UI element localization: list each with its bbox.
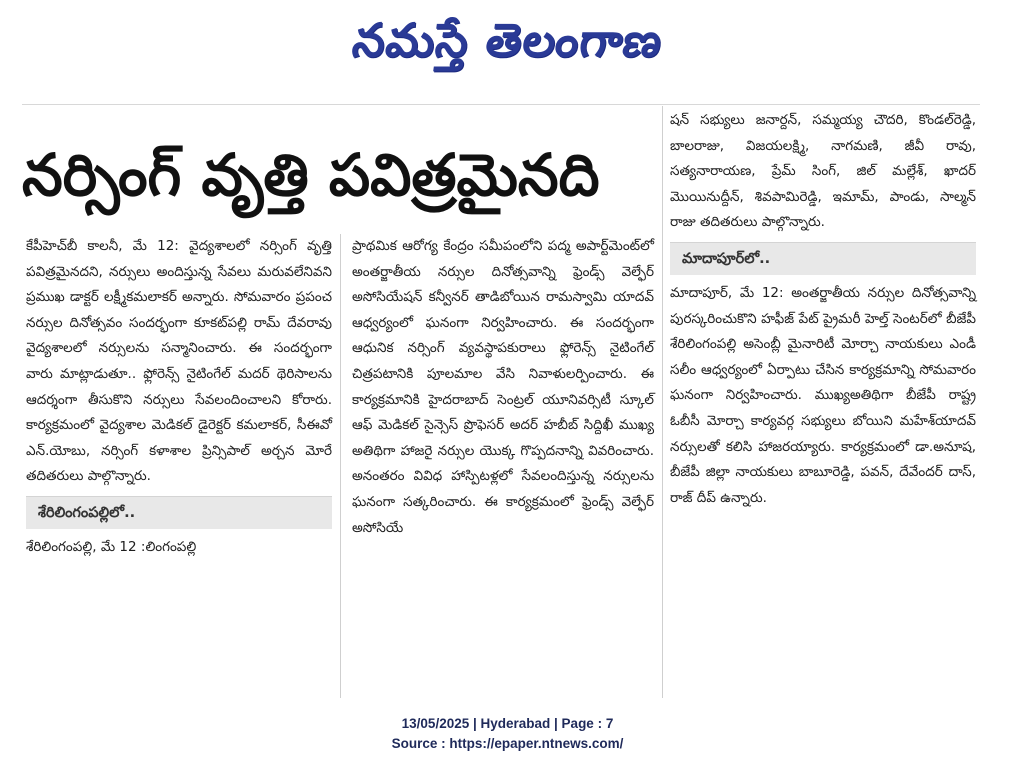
subheading-box bbox=[670, 242, 976, 275]
subheading: మాదాపూర్‌లో.. bbox=[682, 250, 771, 267]
body-paragraph: కేపీహెచ్‌బీ కాలనీ, మే 12: వైద్యశాలలో నర్సింగ్ వృత్తి పవిత్రమైనదని, నర్సులు అందిస్తున్న సేవలు మరువలేనివని ప్రముఖ డాక్టర్ లక్ష్మీకమలాకర్ అన్నారు. సోమవారం ప్రపంచ నర్సుల దినోత్సవం సందర్భంగా కూకట్‌పల్లి రామ్ దేవరావు వైద్యశాలలో నర్సులను సన్మానించారు. ఈ సందర్భంగా వారు మాట్లాడుతూ.. ఫ్లోరెన్స్ నైటింగేల్ మదర్ థెరిసాలను ఆదర్శంగా తీసుకొని నర్సులు సేవలందించాలని కోరారు. కార్యక్రమంలో వైద్యశాల మెడికల్ డైరెక్టర్ కమలాకర్, సీఈవో ఎన్.యోబు, నర్సింగ్ కళాశాల ప్రిన్సిపాల్ అర్చన మోరే తదితరులు పాల్గొన్నారు. bbox=[26, 238, 332, 485]
subheading-box bbox=[26, 496, 332, 529]
top-divider bbox=[22, 104, 980, 105]
subheading: శేరిలింగంపల్లిలో.. bbox=[38, 504, 136, 521]
source-link[interactable]: Source : https://epaper.ntnews.com/ bbox=[391, 736, 624, 751]
dateline: 13/05/2025 | Hyderabad | Page : 7 bbox=[401, 716, 614, 731]
masthead bbox=[0, 8, 1015, 78]
column-divider bbox=[340, 234, 341, 698]
body-paragraph: ప్రాథమిక ఆరోగ్య కేంద్రం సమీపంలోని పద్మ అపార్ట్‌మెంట్‌లో అంతర్జాతీయ నర్సుల దినోత్సవాన్ని ఫ్రెండ్స్ వెల్ఫేర్ అసోసియేషన్ కన్వీనర్ తాడిబోయిన రామస్వామి యాదవ్ ఆధ్వర్యంలో ఘనంగా నిర్వహించారు. ఈ సందర్భంగా ఆధునిక నర్సింగ్ వ్యవస్థాపకురాలు ఫ్లోరెన్స్ నైటింగేల్ చిత్రపటానికి పూలమాల వేసి నివాళులర్పించారు. ఈ కార్యక్రమానికి హైదరాబాద్ సెంట్రల్ యూనివర్సిటీ స్కూల్ ఆఫ్ మెడికల్ సైన్సెస్ ప్రొఫెసర్ అదర్ హబీబ్ సిద్దిఖీ ముఖ్య అతిథిగా హాజరై నర్సుల యొక్క గొప్పదనాన్ని వివరించారు. అనంతరం వివిధ హాస్పిటళ్లలో సేవలందిస్తున్న నర్సులను ఘనంగా సత్కరించారు. ఈ కార్యక్రమంలో ఫ్రెండ్స్ వెల్ఫేర్ అసోసియే bbox=[352, 238, 654, 536]
article-headline: నర్సింగ్ వృత్తి పవిత్రమైనది bbox=[22, 141, 600, 209]
article-clipping bbox=[22, 106, 980, 698]
body-paragraph: షన్ సభ్యులు జనార్దన్, సమ్మయ్య చౌదరి, కొండల్‌రెడ్డి, బాలరాజు, విజయలక్ష్మి, నాగమణి, జీవీ రావు, సత్యనారాయణ, ప్రేమ్ సింగ్, జిల్ మల్లేశ్, ఖాదర్ మొయినుద్దీన్, శివపామిరెడ్డి, ఇమామ్, పాండు, సాల్మన్ రాజు తదితరులు పాల్గొన్నారు. bbox=[670, 112, 976, 231]
article-column-1 bbox=[26, 234, 332, 561]
footer bbox=[0, 714, 1015, 754]
newspaper-logo: నమస్తే తెలంగాణ bbox=[349, 13, 666, 67]
body-paragraph: మాదాపూర్, మే 12: అంతర్జాతీయ నర్సుల దినోత్సవాన్ని పురస్కరించుకొని హఫీజ్ పేట్ ప్రైమరీ హెల్త్ సెంటర్‌లో బీజేపీ శేరిలింగంపల్లి అసెంబ్లీ మైనారిటీ మోర్చా నాయకులు ఎండీ సలీం ఆధ్వర్యంలో ఏర్పాటు చేసిన కార్యక్రమాన్ని సోమవారం ఘనంగా నిర్వహించారు. ముఖ్యఅతిథిగా బీజేపీ రాష్ట్ర ఓబీసీ మోర్చా కార్యవర్గ సభ్యులు బోయిని మహేశ్‌యాదవ్ నర్సులతో కలిసి హాజరయ్యారు. కార్యక్రమంలో డా.అనూష, బీజేపీ జిల్లా నాయకులు బాబూరెడ్డి, పవన్, దేవేందర్ దాస్, రాజ్ దీప్ ఉన్నారు. bbox=[670, 284, 976, 506]
article-column-2 bbox=[352, 234, 654, 541]
article-column-3 bbox=[670, 108, 976, 511]
body-paragraph: శేరిలింగంపల్లి, మే 12 :లింగంపల్లి bbox=[26, 538, 197, 555]
column-divider bbox=[662, 106, 663, 698]
